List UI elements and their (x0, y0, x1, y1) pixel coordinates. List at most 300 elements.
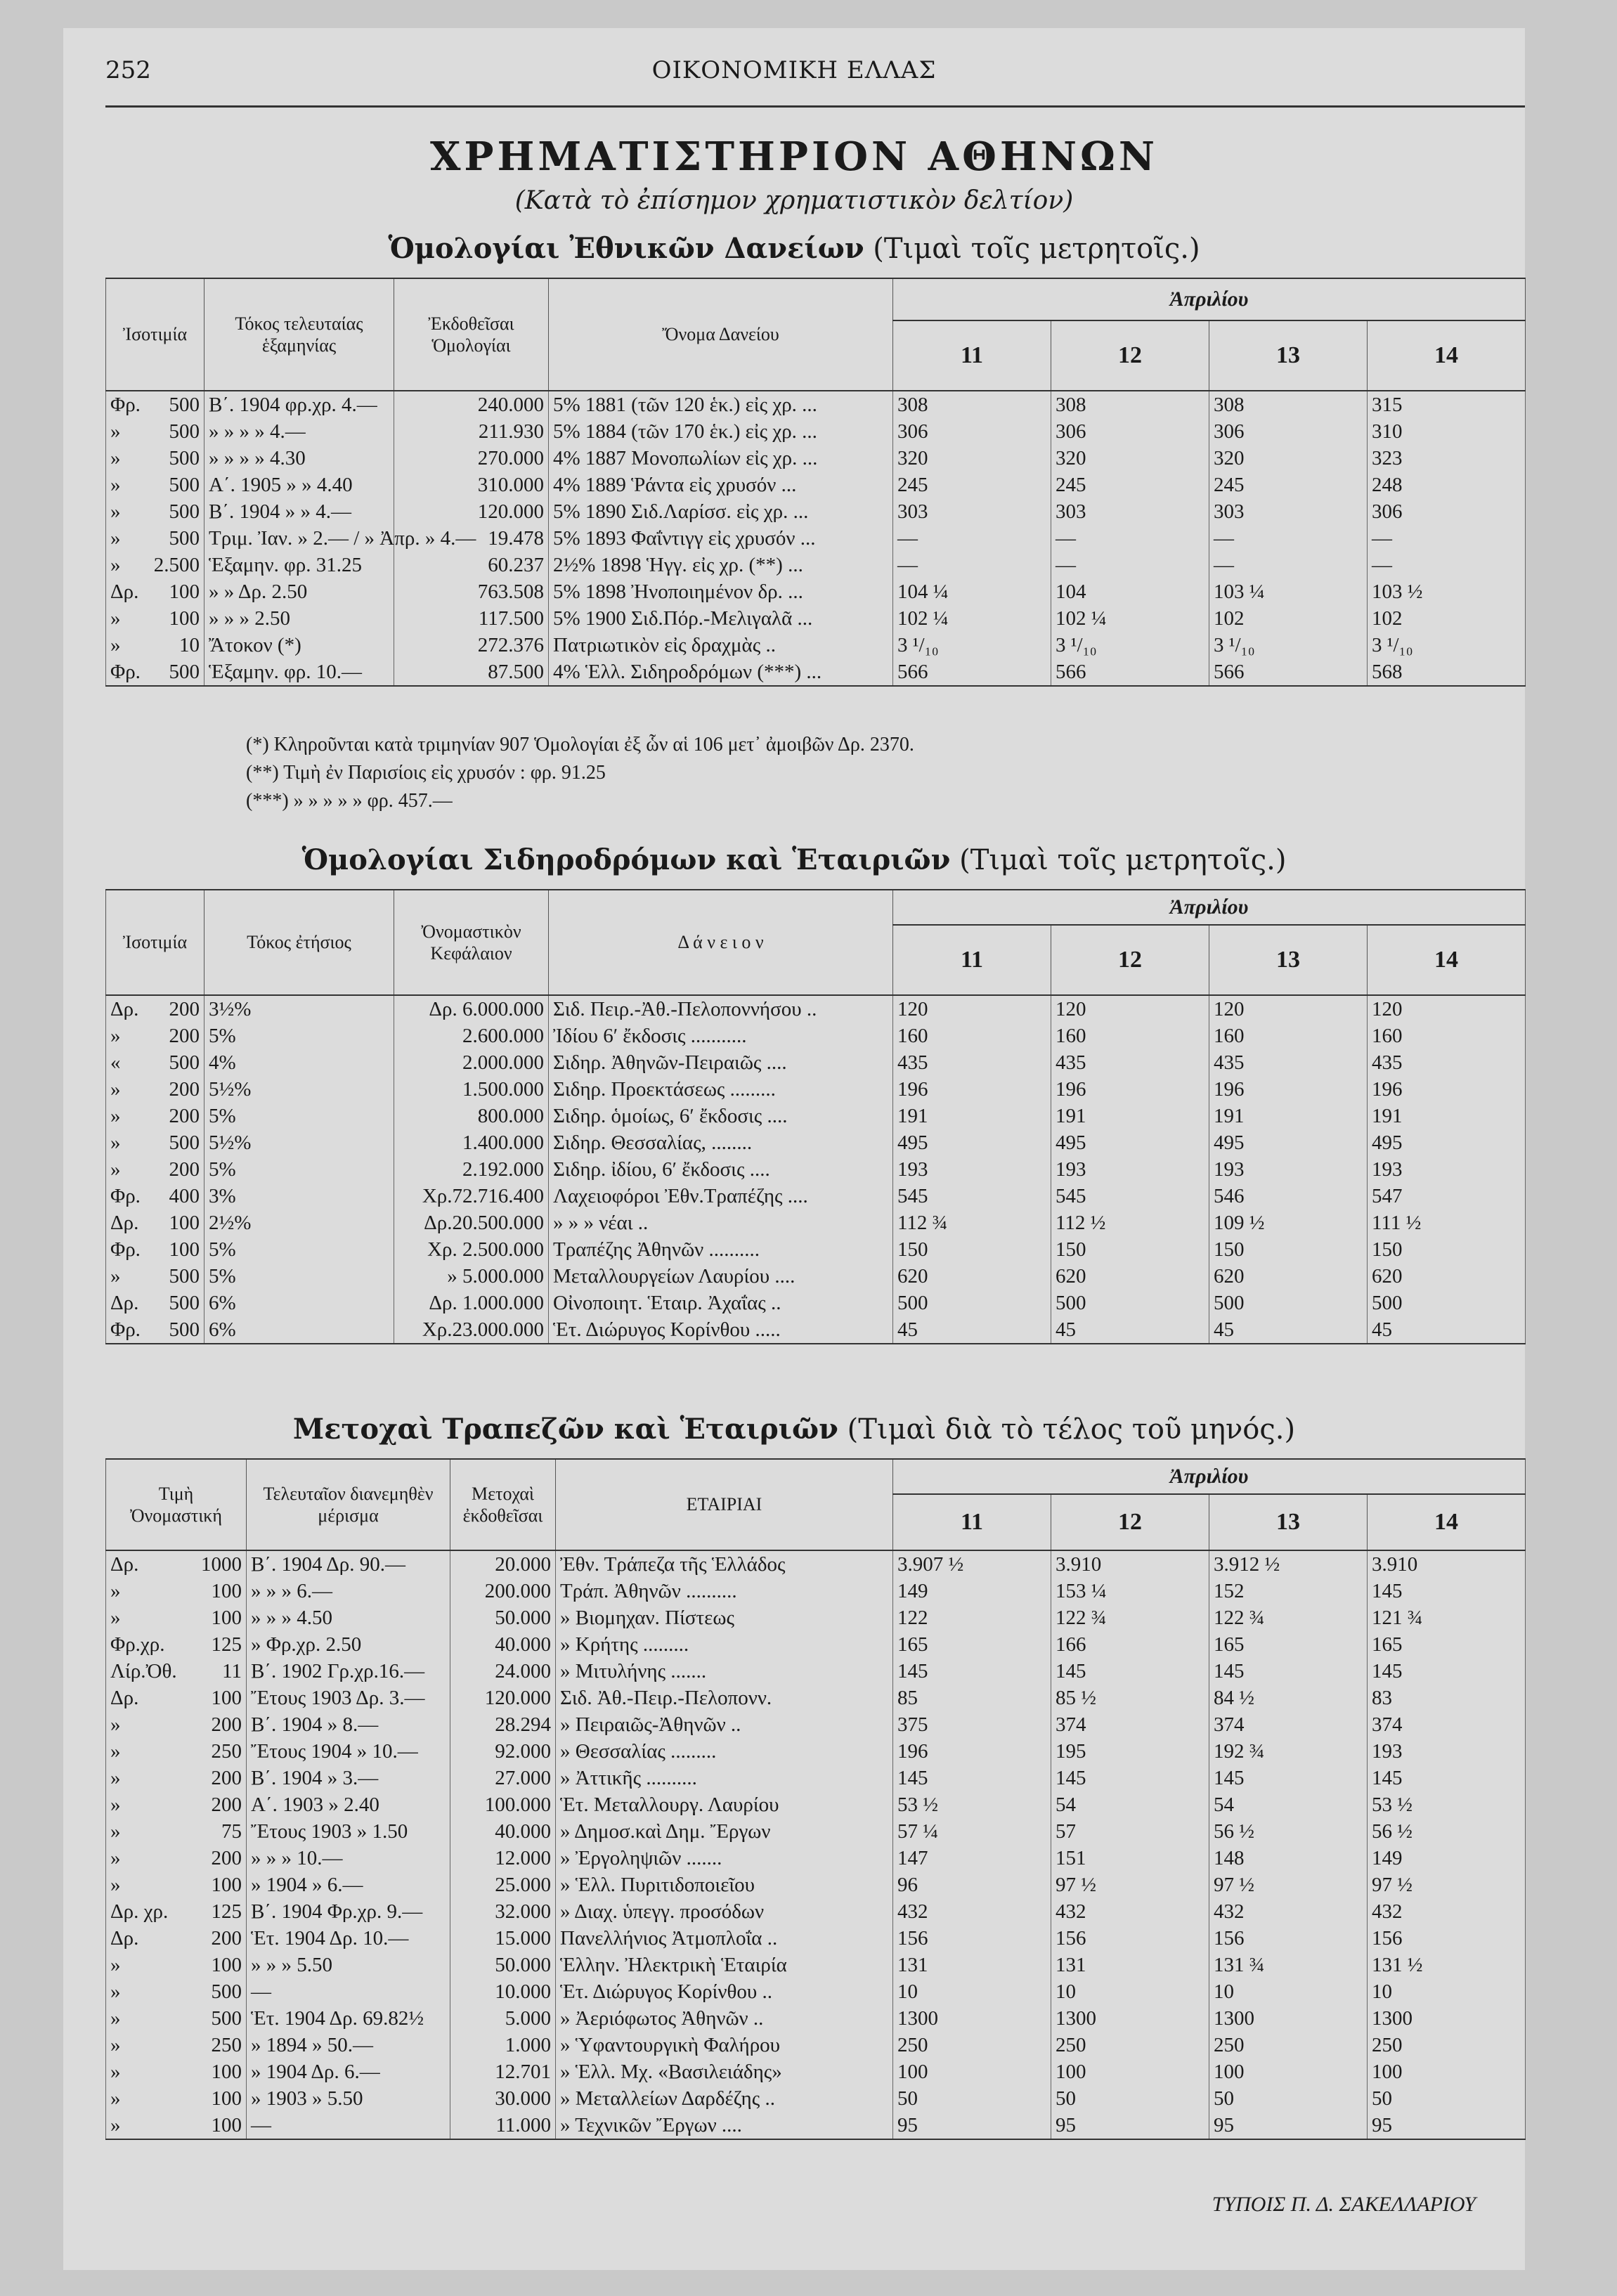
header-issued: Ἐκδοθεῖσαι Ὁμολογίαι (394, 278, 549, 391)
par-cell (106, 1925, 247, 1952)
shares-cell: 10.000 (450, 1978, 556, 2005)
capital-cell: Δρ.20.500.000 (394, 1209, 549, 1236)
par-cell (106, 1209, 204, 1236)
table-row (106, 1872, 1526, 1898)
price-cell: 100 (1368, 2058, 1526, 2085)
company-cell: » Δημοσ.καὶ Δημ. Ἔργων (556, 1818, 893, 1845)
price-cell: 245 (1051, 472, 1209, 498)
currency: » (110, 1847, 121, 1869)
price-cell: 193 (1368, 1156, 1526, 1183)
capital-cell: Χρ.72.716.400 (394, 1183, 549, 1209)
par-value: 11 (222, 1660, 242, 1682)
par-cell (106, 1049, 204, 1076)
rate-cell: 5% (204, 1023, 394, 1049)
currency: Δρ. (110, 581, 139, 603)
issued-cell: 240.000 (394, 391, 549, 418)
issued-cell: 211.930 (394, 418, 549, 445)
subtitle: (Κατὰ τὸ ἐπίσημον χρηματιστικὸν δελτίον) (514, 186, 1074, 215)
par-cell (106, 1765, 247, 1791)
price-cell: 150 (1051, 1236, 1209, 1263)
price-cell: 156 (1209, 1925, 1368, 1952)
price-cell: 102 ¼ (893, 605, 1051, 632)
printer-imprint: ΤΥΠΟΙΣ Π. Δ. ΣΑΚΕΛΛΑΡΙΟΥ (1212, 2193, 1476, 2216)
table-row (106, 659, 1526, 686)
section2-heading (63, 843, 1525, 876)
table-row (106, 632, 1526, 659)
coupon-cell: » » Δρ. 2.50 (204, 578, 394, 605)
par-cell (106, 1183, 204, 1209)
loan-name-cell: Σιδηρ. Θεσσαλίας, ........ (549, 1129, 893, 1156)
price-cell: 57 ¼ (893, 1818, 1051, 1845)
price-cell: 145 (1209, 1765, 1368, 1791)
header-day: 11 (893, 925, 1051, 995)
par-value: 1000 (201, 1553, 242, 1576)
price-cell: 375 (893, 1711, 1051, 1738)
price-cell: 100 (1051, 2058, 1209, 2085)
table-row (106, 1925, 1526, 1952)
par-cell (106, 1791, 247, 1818)
price-cell: 250 (893, 2032, 1051, 2058)
dividend-cell: » Φρ.χρ. 2.50 (247, 1631, 450, 1658)
price-cell: 100 (893, 2058, 1051, 2085)
shares-cell: 27.000 (450, 1765, 556, 1791)
company-cell: » Μεταλλείων Δαρδέζης .. (556, 2085, 893, 2112)
table-row (106, 1711, 1526, 1738)
header-month: Ἀπριλίου (893, 890, 1526, 925)
footnote: (**) Τιμὴ ἐν Παρισίοις εἰς χρυσόν : φρ. 91.25 (246, 762, 606, 784)
section1-heading (63, 232, 1525, 265)
shares-cell: 30.000 (450, 2085, 556, 2112)
loan-name-cell: Τραπέζης Ἀθηνῶν .......... (549, 1236, 893, 1263)
price-cell: 620 (893, 1263, 1051, 1290)
price-cell: 165 (1209, 1631, 1368, 1658)
par-value: 100 (211, 1687, 242, 1709)
issued-cell: 117.500 (394, 605, 549, 632)
price-cell: 109 ½ (1209, 1209, 1368, 1236)
price-cell: 310 (1368, 418, 1526, 445)
price-cell: 495 (1209, 1129, 1368, 1156)
shares-cell: 25.000 (450, 1872, 556, 1898)
price-cell: 160 (893, 1023, 1051, 1049)
company-cell: Σιδ. Ἀθ.-Πειρ.-Πελοπονν. (556, 1685, 893, 1711)
company-cell: » Ἀττικῆς .......... (556, 1765, 893, 1791)
currency: Δρ. (110, 1927, 139, 1950)
rate-cell: 5½% (204, 1076, 394, 1103)
currency: Φρ. (110, 394, 141, 416)
coupon-cell: » » » » 4.— (204, 418, 394, 445)
loan-name-cell: 5% 1890 Σιδ.Λαρίσσ. εἰς χρ. ... (549, 498, 893, 525)
price-cell: 374 (1051, 1711, 1209, 1738)
table-row (106, 1738, 1526, 1765)
loan-name-cell: 2½% 1898 Ἡγγ. εἰς χρ. (**) ... (549, 552, 893, 578)
par-cell (106, 445, 204, 472)
price-cell: 152 (1209, 1578, 1368, 1604)
loan-name-cell: 4% 1889 Ῥάντα εἰς χρυσόν ... (549, 472, 893, 498)
par-value: 100 (211, 1874, 242, 1896)
price-cell: — (1368, 525, 1526, 552)
rate-cell: 3½% (204, 995, 394, 1023)
par-value: 200 (211, 1713, 242, 1736)
price-cell: 306 (1368, 498, 1526, 525)
price-cell: 308 (1209, 391, 1368, 418)
currency: » (110, 1954, 121, 1976)
coupon-cell: Ἄτοκον (*) (204, 632, 394, 659)
price-cell: 165 (893, 1631, 1051, 1658)
header-loan-name: Ὄνομα Δανείου (549, 278, 893, 391)
price-cell: 546 (1209, 1183, 1368, 1209)
price-cell: 10 (893, 1978, 1051, 2005)
price-cell: 50 (1368, 2085, 1526, 2112)
capital-cell: Χρ.23.000.000 (394, 1316, 549, 1344)
dividend-cell: » 1903 » 5.50 (247, 2085, 450, 2112)
currency: Δρ. (110, 1212, 139, 1234)
currency: » (110, 527, 121, 550)
table-row (106, 1898, 1526, 1925)
shares-cell: 20.000 (450, 1550, 556, 1578)
price-cell: 303 (1051, 498, 1209, 525)
dividend-cell: » » » 10.— (247, 1845, 450, 1872)
price-cell: 308 (893, 391, 1051, 418)
shares-cell: 120.000 (450, 1685, 556, 1711)
table-row (106, 1604, 1526, 1631)
table-row (106, 1550, 1526, 1578)
price-cell: 50 (893, 2085, 1051, 2112)
par-value: 100 (169, 1238, 200, 1261)
price-cell: 3.910 (1368, 1550, 1526, 1578)
table-row (106, 1076, 1526, 1103)
price-cell: 102 (1368, 605, 1526, 632)
currency: Φρ. (110, 1238, 141, 1261)
price-cell: 95 (1051, 2112, 1209, 2139)
loan-name-cell: » » » νέαι .. (549, 1209, 893, 1236)
price-cell: 156 (1368, 1925, 1526, 1952)
currency: » (110, 1607, 121, 1629)
par-value: 100 (211, 1580, 242, 1602)
price-cell: 547 (1368, 1183, 1526, 1209)
footnote: (*) Κληροῦνται κατὰ τριμηνίαν 907 Ὁμολογίαι ἐξ ὧν αἱ 106 μετ᾽ ἀμοιβῶν Δρ. 2370. (246, 734, 914, 755)
dividend-cell: » » » 4.50 (247, 1604, 450, 1631)
price-cell: 149 (893, 1578, 1051, 1604)
par-cell (106, 659, 204, 686)
price-cell: 1300 (1051, 2005, 1209, 2032)
dividend-cell: Β΄. 1904 » 3.— (247, 1765, 450, 1791)
header-nominal: Τιμὴ Ὀνομαστική (106, 1459, 247, 1550)
price-cell: 568 (1368, 659, 1526, 686)
dividend-cell: Β΄. 1904 Φρ.χρ. 9.— (247, 1898, 450, 1925)
price-cell: 97 ½ (1051, 1872, 1209, 1898)
par-value: 500 (211, 2007, 242, 2030)
price-cell: 3 ¹/₁₀ (1051, 632, 1209, 659)
par-cell (106, 391, 204, 418)
price-cell: 620 (1209, 1263, 1368, 1290)
par-value: 10 (179, 634, 200, 656)
price-cell: 1300 (1368, 2005, 1526, 2032)
price-cell: 97 ½ (1368, 1872, 1526, 1898)
currency: Φρ.χρ. (110, 1633, 165, 1656)
price-cell: 85 (893, 1685, 1051, 1711)
section2-title: Ὁμολογίαι Σιδηροδρόμων καὶ Ἑταιριῶν (301, 843, 951, 876)
currency: » (110, 2114, 121, 2136)
price-cell: 103 ½ (1368, 578, 1526, 605)
par-cell (106, 525, 204, 552)
price-cell: 150 (1209, 1236, 1368, 1263)
currency: « (110, 1051, 121, 1074)
table-row (106, 1316, 1526, 1344)
company-cell: Ἐθν. Τράπεζα τῆς Ἑλλάδος (556, 1550, 893, 1578)
currency: » (110, 1740, 121, 1763)
price-cell: 500 (1368, 1290, 1526, 1316)
currency: Δρ. χρ. (110, 1900, 169, 1923)
coupon-cell: Α΄. 1905 » » 4.40 (204, 472, 394, 498)
par-cell (106, 1129, 204, 1156)
shares-cell: 1.000 (450, 2032, 556, 2058)
capital-cell: 2.000.000 (394, 1049, 549, 1076)
price-cell: 566 (1051, 659, 1209, 686)
price-cell: 3 ¹/₁₀ (1368, 632, 1526, 659)
price-cell: 156 (1051, 1925, 1209, 1952)
table-row (106, 472, 1526, 498)
price-cell: 111 ½ (1368, 1209, 1526, 1236)
issued-cell: 19.478 (394, 525, 549, 552)
table-row (106, 1103, 1526, 1129)
railway-bonds-table (105, 889, 1526, 1344)
shares-cell: 100.000 (450, 1791, 556, 1818)
company-cell: Τράπ. Ἀθηνῶν .......... (556, 1578, 893, 1604)
currency: Δρ. (110, 1553, 139, 1576)
journal-title: ΟΙΚΟΝΟΜΙΚΗ ΕΛΛΑΣ (651, 56, 937, 84)
par-cell (106, 2112, 247, 2139)
table-row (106, 552, 1526, 578)
price-cell: 320 (1209, 445, 1368, 472)
price-cell: 122 (893, 1604, 1051, 1631)
par-cell (106, 1578, 247, 1604)
price-cell: 10 (1051, 1978, 1209, 2005)
price-cell: 620 (1368, 1263, 1526, 1290)
price-cell: 374 (1368, 1711, 1526, 1738)
rate-cell: 6% (204, 1316, 394, 1344)
currency: » (110, 2061, 121, 2083)
table-row (106, 1290, 1526, 1316)
table-row (106, 1049, 1526, 1076)
par-cell (106, 1845, 247, 1872)
par-value: 200 (211, 1927, 242, 1950)
price-cell: 122 ¾ (1209, 1604, 1368, 1631)
loan-name-cell: Ἰδίου 6ʹ ἔκδοσις ........... (549, 1023, 893, 1049)
par-cell (106, 1711, 247, 1738)
header-day: 13 (1209, 320, 1368, 391)
loan-name-cell: Πατριωτικὸν εἰς δραχμὰς .. (549, 632, 893, 659)
price-cell: — (1209, 552, 1368, 578)
price-cell: 193 (1368, 1738, 1526, 1765)
company-cell: » Ὑφαντουργικὴ Φαλήρου (556, 2032, 893, 2058)
price-cell: 104 (1051, 578, 1209, 605)
loan-name-cell: Οἰνοποιητ. Ἑταιρ. Ἀχαΐας .. (549, 1290, 893, 1316)
rate-cell: 5% (204, 1103, 394, 1129)
dividend-cell: Ἑτ. 1904 Δρ. 69.82½ (247, 2005, 450, 2032)
loan-name-cell: Σιδηρ. Προεκτάσεως ......... (549, 1076, 893, 1103)
currency: » (110, 1980, 121, 2003)
shares-cell: 15.000 (450, 1925, 556, 1952)
price-cell: 131 ½ (1368, 1952, 1526, 1978)
section2-note: (Τιμαὶ τοῖς μετρητοῖς.) (959, 844, 1287, 876)
shares-cell: 40.000 (450, 1631, 556, 1658)
price-cell: 545 (1051, 1183, 1209, 1209)
par-value: 125 (211, 1633, 242, 1656)
currency: » (110, 420, 121, 443)
currency: » (110, 447, 121, 469)
par-value: 2.500 (153, 554, 200, 576)
par-value: 200 (169, 1025, 200, 1047)
price-cell: 120 (1051, 995, 1209, 1023)
par-value: 200 (211, 1794, 242, 1816)
par-value: 500 (169, 1051, 200, 1074)
table-row (106, 1765, 1526, 1791)
par-cell (106, 552, 204, 578)
dividend-cell: » 1904 » 6.— (247, 1872, 450, 1898)
loan-name-cell: Μεταλλουργείων Λαυρίου .... (549, 1263, 893, 1290)
currency: » (110, 1078, 121, 1101)
dividend-cell: Β΄. 1902 Γρ.χρ.16.— (247, 1658, 450, 1685)
loan-name-cell: 4% 1887 Μονοπωλίων εἰς χρ. ... (549, 445, 893, 472)
price-cell: 3.907 ½ (893, 1550, 1051, 1578)
par-value: 500 (169, 661, 200, 683)
price-cell: 147 (893, 1845, 1051, 1872)
par-value: 500 (169, 474, 200, 496)
section1-notes (246, 731, 914, 815)
price-cell: 153 ¼ (1051, 1578, 1209, 1604)
table-row (106, 391, 1526, 418)
price-cell: 160 (1051, 1023, 1209, 1049)
par-value: 500 (169, 394, 200, 416)
shares-cell: 24.000 (450, 1658, 556, 1685)
price-cell: 566 (893, 659, 1051, 686)
price-cell: 495 (1051, 1129, 1209, 1156)
dividend-cell: Ἔτους 1904 » 10.— (247, 1738, 450, 1765)
table-row (106, 578, 1526, 605)
table-row (106, 2005, 1526, 2032)
price-cell: 191 (1368, 1103, 1526, 1129)
shares-cell: 50.000 (450, 1952, 556, 1978)
price-cell: 435 (1051, 1049, 1209, 1076)
table-row (106, 1978, 1526, 2005)
issued-cell: 120.000 (394, 498, 549, 525)
par-value: 75 (221, 1820, 242, 1843)
coupon-cell: » » » » 4.30 (204, 445, 394, 472)
price-cell: 306 (1209, 418, 1368, 445)
price-cell: 102 (1209, 605, 1368, 632)
price-cell: 54 (1209, 1791, 1368, 1818)
loan-name-cell: 4% Ἑλλ. Σιδηροδρόμων (***) ... (549, 659, 893, 686)
price-cell: 112 ½ (1051, 1209, 1209, 1236)
price-cell: 166 (1051, 1631, 1209, 1658)
currency: » (110, 1105, 121, 1127)
header-companies: ΕΤΑΙΡΙΑΙ (556, 1459, 893, 1550)
price-cell: 435 (893, 1049, 1051, 1076)
price-cell: 320 (893, 445, 1051, 472)
price-cell: 145 (893, 1658, 1051, 1685)
par-cell (106, 1263, 204, 1290)
price-cell: 192 ¾ (1209, 1738, 1368, 1765)
price-cell: 104 ¼ (893, 578, 1051, 605)
loan-name-cell: Λαχειοφόροι Ἐθν.Τραπέζης .... (549, 1183, 893, 1209)
shares-cell: 12.000 (450, 1845, 556, 1872)
par-cell (106, 1978, 247, 2005)
par-cell (106, 605, 204, 632)
company-cell: » Κρήτης ......... (556, 1631, 893, 1658)
price-cell: — (893, 552, 1051, 578)
company-cell: Ἑλλην. Ἠλεκτρικὴ Ἑταιρία (556, 1952, 893, 1978)
dividend-cell: Ἑτ. 1904 Δρ. 10.— (247, 1925, 450, 1952)
par-cell (106, 1023, 204, 1049)
par-value: 200 (169, 1158, 200, 1181)
par-cell (106, 1872, 247, 1898)
table-row (106, 1183, 1526, 1209)
currency: » (110, 500, 121, 523)
company-cell: » Διαχ. ὑπεγγ. προσόδων (556, 1898, 893, 1925)
par-cell (106, 1952, 247, 1978)
price-cell: 50 (1051, 2085, 1209, 2112)
table-row (106, 1129, 1526, 1156)
par-value: 200 (169, 1105, 200, 1127)
rate-cell: 6% (204, 1290, 394, 1316)
table-row (106, 1631, 1526, 1658)
currency: Φρ. (110, 1185, 141, 1207)
loan-name-cell: Σιδηρ. ὁμοίως, 6ʹ ἔκδοσις .... (549, 1103, 893, 1129)
currency: Φρ. (110, 1318, 141, 1341)
par-value: 200 (211, 1847, 242, 1869)
shares-cell: 5.000 (450, 2005, 556, 2032)
price-cell: 122 ¾ (1051, 1604, 1209, 1631)
currency: » (110, 554, 121, 576)
loan-name-cell: 5% 1898 Ἠνοποιημένον δρ. ... (549, 578, 893, 605)
capital-cell: 2.600.000 (394, 1023, 549, 1049)
par-value: 500 (169, 447, 200, 469)
company-cell: Ἑτ. Διώρυγος Κορίνθου .. (556, 1978, 893, 2005)
price-cell: 145 (1051, 1658, 1209, 1685)
table-row (106, 445, 1526, 472)
price-cell: 131 ¾ (1209, 1952, 1368, 1978)
dividend-cell: — (247, 1978, 450, 2005)
par-value: 100 (211, 1954, 242, 1976)
loan-name-cell: 5% 1893 Φαΐντιγγ εἰς χρυσόν ... (549, 525, 893, 552)
header-month: Ἀπριλίου (893, 278, 1526, 320)
price-cell: 196 (1368, 1076, 1526, 1103)
header-day: 13 (1209, 1494, 1368, 1550)
dividend-cell: — (247, 2112, 450, 2139)
company-cell: » Ἑλλ. Μχ. «Βασιλειάδης» (556, 2058, 893, 2085)
currency: » (110, 1794, 121, 1816)
par-value: 500 (169, 527, 200, 550)
price-cell: 435 (1209, 1049, 1368, 1076)
price-cell: 193 (893, 1156, 1051, 1183)
currency: Δρ. (110, 1292, 139, 1314)
capital-cell: » 5.000.000 (394, 1263, 549, 1290)
par-value: 500 (169, 1318, 200, 1341)
issued-cell: 270.000 (394, 445, 549, 472)
page (63, 28, 1525, 2270)
header-par: Ἰσοτιμία (106, 278, 204, 391)
price-cell: 53 ½ (1368, 1791, 1526, 1818)
rate-cell: 3% (204, 1183, 394, 1209)
currency: » (110, 1820, 121, 1843)
par-cell (106, 2085, 247, 2112)
par-cell (106, 418, 204, 445)
header-dividend: Τελευταῖον διανεμηθὲν μέρισμα (247, 1459, 450, 1550)
currency: » (110, 1713, 121, 1736)
price-cell: 193 (1051, 1156, 1209, 1183)
price-cell: 50 (1209, 2085, 1368, 2112)
dividend-cell: Ἔτους 1903 Δρ. 3.— (247, 1685, 450, 1711)
